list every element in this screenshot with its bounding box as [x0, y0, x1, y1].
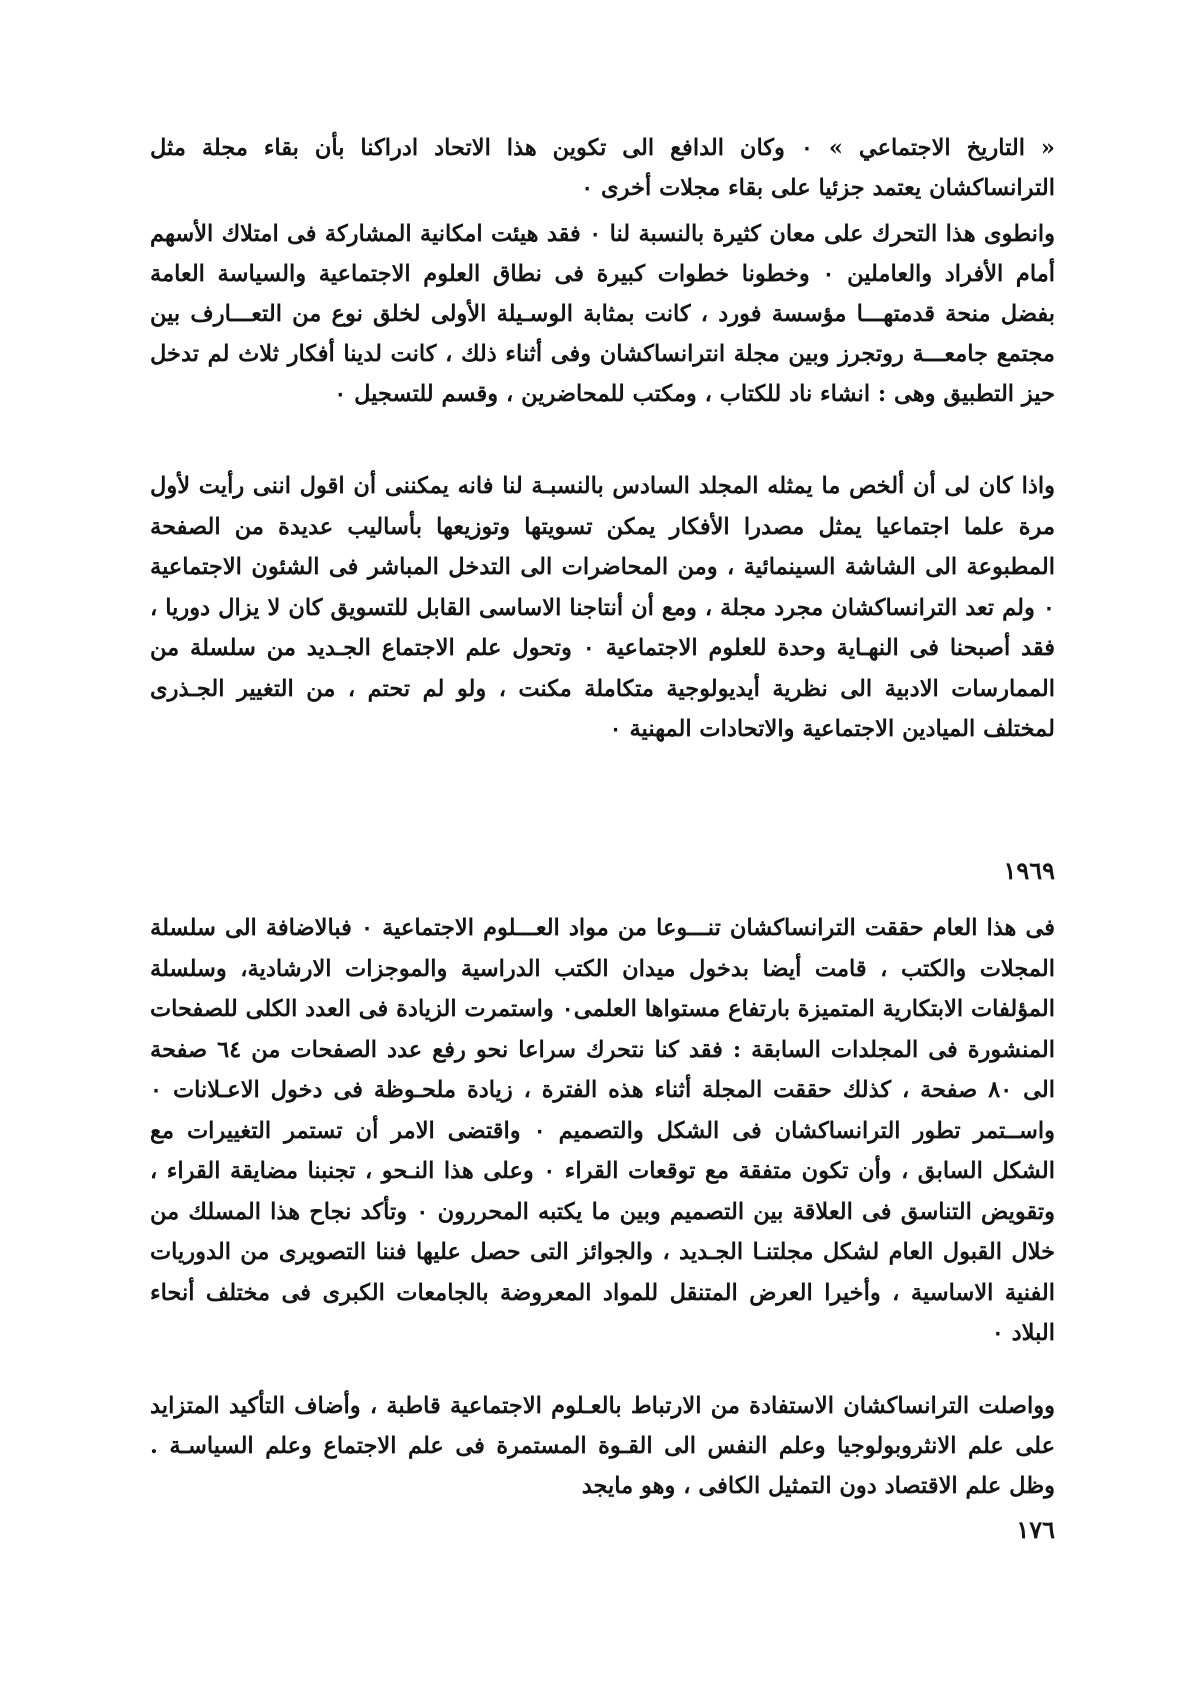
paragraph-social-sciences: وواصلت الترانساكشان الاستفادة من الارتباط بالعـلوم الاجتماعية قاطبة ، وأضاف التأكيد المتزايد على علم الانثروبولوجيا وعلم النفس الى القـوة المستمرة فى علم الاجتماع وعلم السياسـة . وظل علم الاقتصاد دون التمثيل الكافى ، وهو مايجد — [150, 1393, 1055, 1499]
text-block-fifth — [150, 1386, 1055, 1506]
text-block-third — [150, 466, 1055, 750]
text-block-top — [150, 128, 1055, 208]
paragraph-sixth-volume: واذا كان لى أن ألخص ما يمثله المجلد السادس بالنسبـة لنا فانه يمكننى أن اقول اننى رأيت لأول مرة علما اجتماعيا يمثل مصدرا الأفكار يمكن تسويتها وتوزيعها بأساليب عديدة من الصفحة المطبوعة الى الشاشة السينمائية ، ومن المحاضرات الى التدخل المباشر فى الشئون الاجتماعية ٠ ولم تعد الترانساكشان مجرد مجلة ، ومع أن أنتاجنا الاساسى القابل للتسويق كان لا يزال دوريا ، فقد أصبحنا فى النهـاية وحدة للعلوم الاجتماعية ٠ وتحول علم الاجتماع الجـديد من سلسلة من الممارسات الادبية الى نظرية أيديولوجية متكاملة مكنت ، ولو لم تحتم ، من التغيير الجـذرى لمختلف الميادين الاجتماعية والاتحادات المهنية ٠ — [150, 473, 1055, 742]
paragraph-participation: وانطوى هذا التحرك على معان كثيرة بالنسبة لنا ٠ فقد هيئت امكانية المشاركة فى امتلاك الأسهم أمام الأفراد والعاملين ٠ وخطونا خطوات كبيرة فى نطاق العلوم الاجتماعية والسياسة العامة بفضل منحة قدمتهـــا مؤسسة فورد ، كانت بمثابة الوسـيلة الأولى لخلق نوع من التعـــارف بين مجتمع جامعـــة روتجرز وبين مجلة انترانساكشان وفى أثناء ذلك ، كانت لدينا أفكار ثلاث لم تدخل حيز التطبيق وهى : انشاء ناد للكتاب ، ومكتب للمحاضرين ، وقسم للتسجيل ٠ — [150, 221, 1055, 407]
text-block-fourth — [150, 908, 1055, 1354]
text-block-second — [150, 214, 1055, 414]
year-heading: ١٩٦٩ — [1003, 856, 1055, 885]
paragraph-this-year: فى هذا العام حققت الترانساكشان تنـــوعا من مواد العـــلوم الاجتماعية ٠ فبالاضافة الى سلسلة المجلات والكتب ، قامت أيضا بدخول ميدان الكتب الدراسية والموجزات الارشادية، وسلسلة المؤلفات الابتكارية المتميزة بارتفاع مستواها العلمى٠ واستمرت الزيادة فى العدد الكلى للصفحات المنشورة فى المجلدات السابقة : فقد كنا نتحرك سراعا نحو رفع عدد الصفحات من ٦٤ صفحة الى ٨٠ صفحة ، كذلك حققت المجلة أثناء هذه الفترة ، زيادة ملحـوظة فى دخول الاعـلانات ٠ واســتمر تطور الترانساكشان فى الشكل والتصميم ٠ واقتضى الامر أن تستمر التغييرات مع الشكل السابق ، وأن تكون متفقة مع توقعات القراء ٠ وعلى هذا النـحو ، تجنبنا مضايقة القراء ، وتقويض التناسق فى العلاقة بين التصميم وبين ما يكتبه المحررون ٠ وتأكد نجاح هذا المسلك من خلال القبول العام لشكل مجلتنـا الجـديد ، والجوائز التى حصل عليها فننا التصويرى من الدوريات الفنية الاساسية ، وأخيرا العرض المتنقل للمواد المعروضة بالجامعات الكبرى فى مختلف أنحاء البلاد ٠ — [150, 915, 1056, 1346]
paragraph-continuation: « التاريخ الاجتماعي » ٠ وكان الدافع الى تكوين هذا الاتحاد ادراكنا بأن بقاء مجلة مثل الترانساكشان يعتمد جزئيا على بقاء مجلات أخرى ٠ — [150, 135, 1055, 201]
page-number: ١٧٦ — [1016, 1515, 1055, 1544]
